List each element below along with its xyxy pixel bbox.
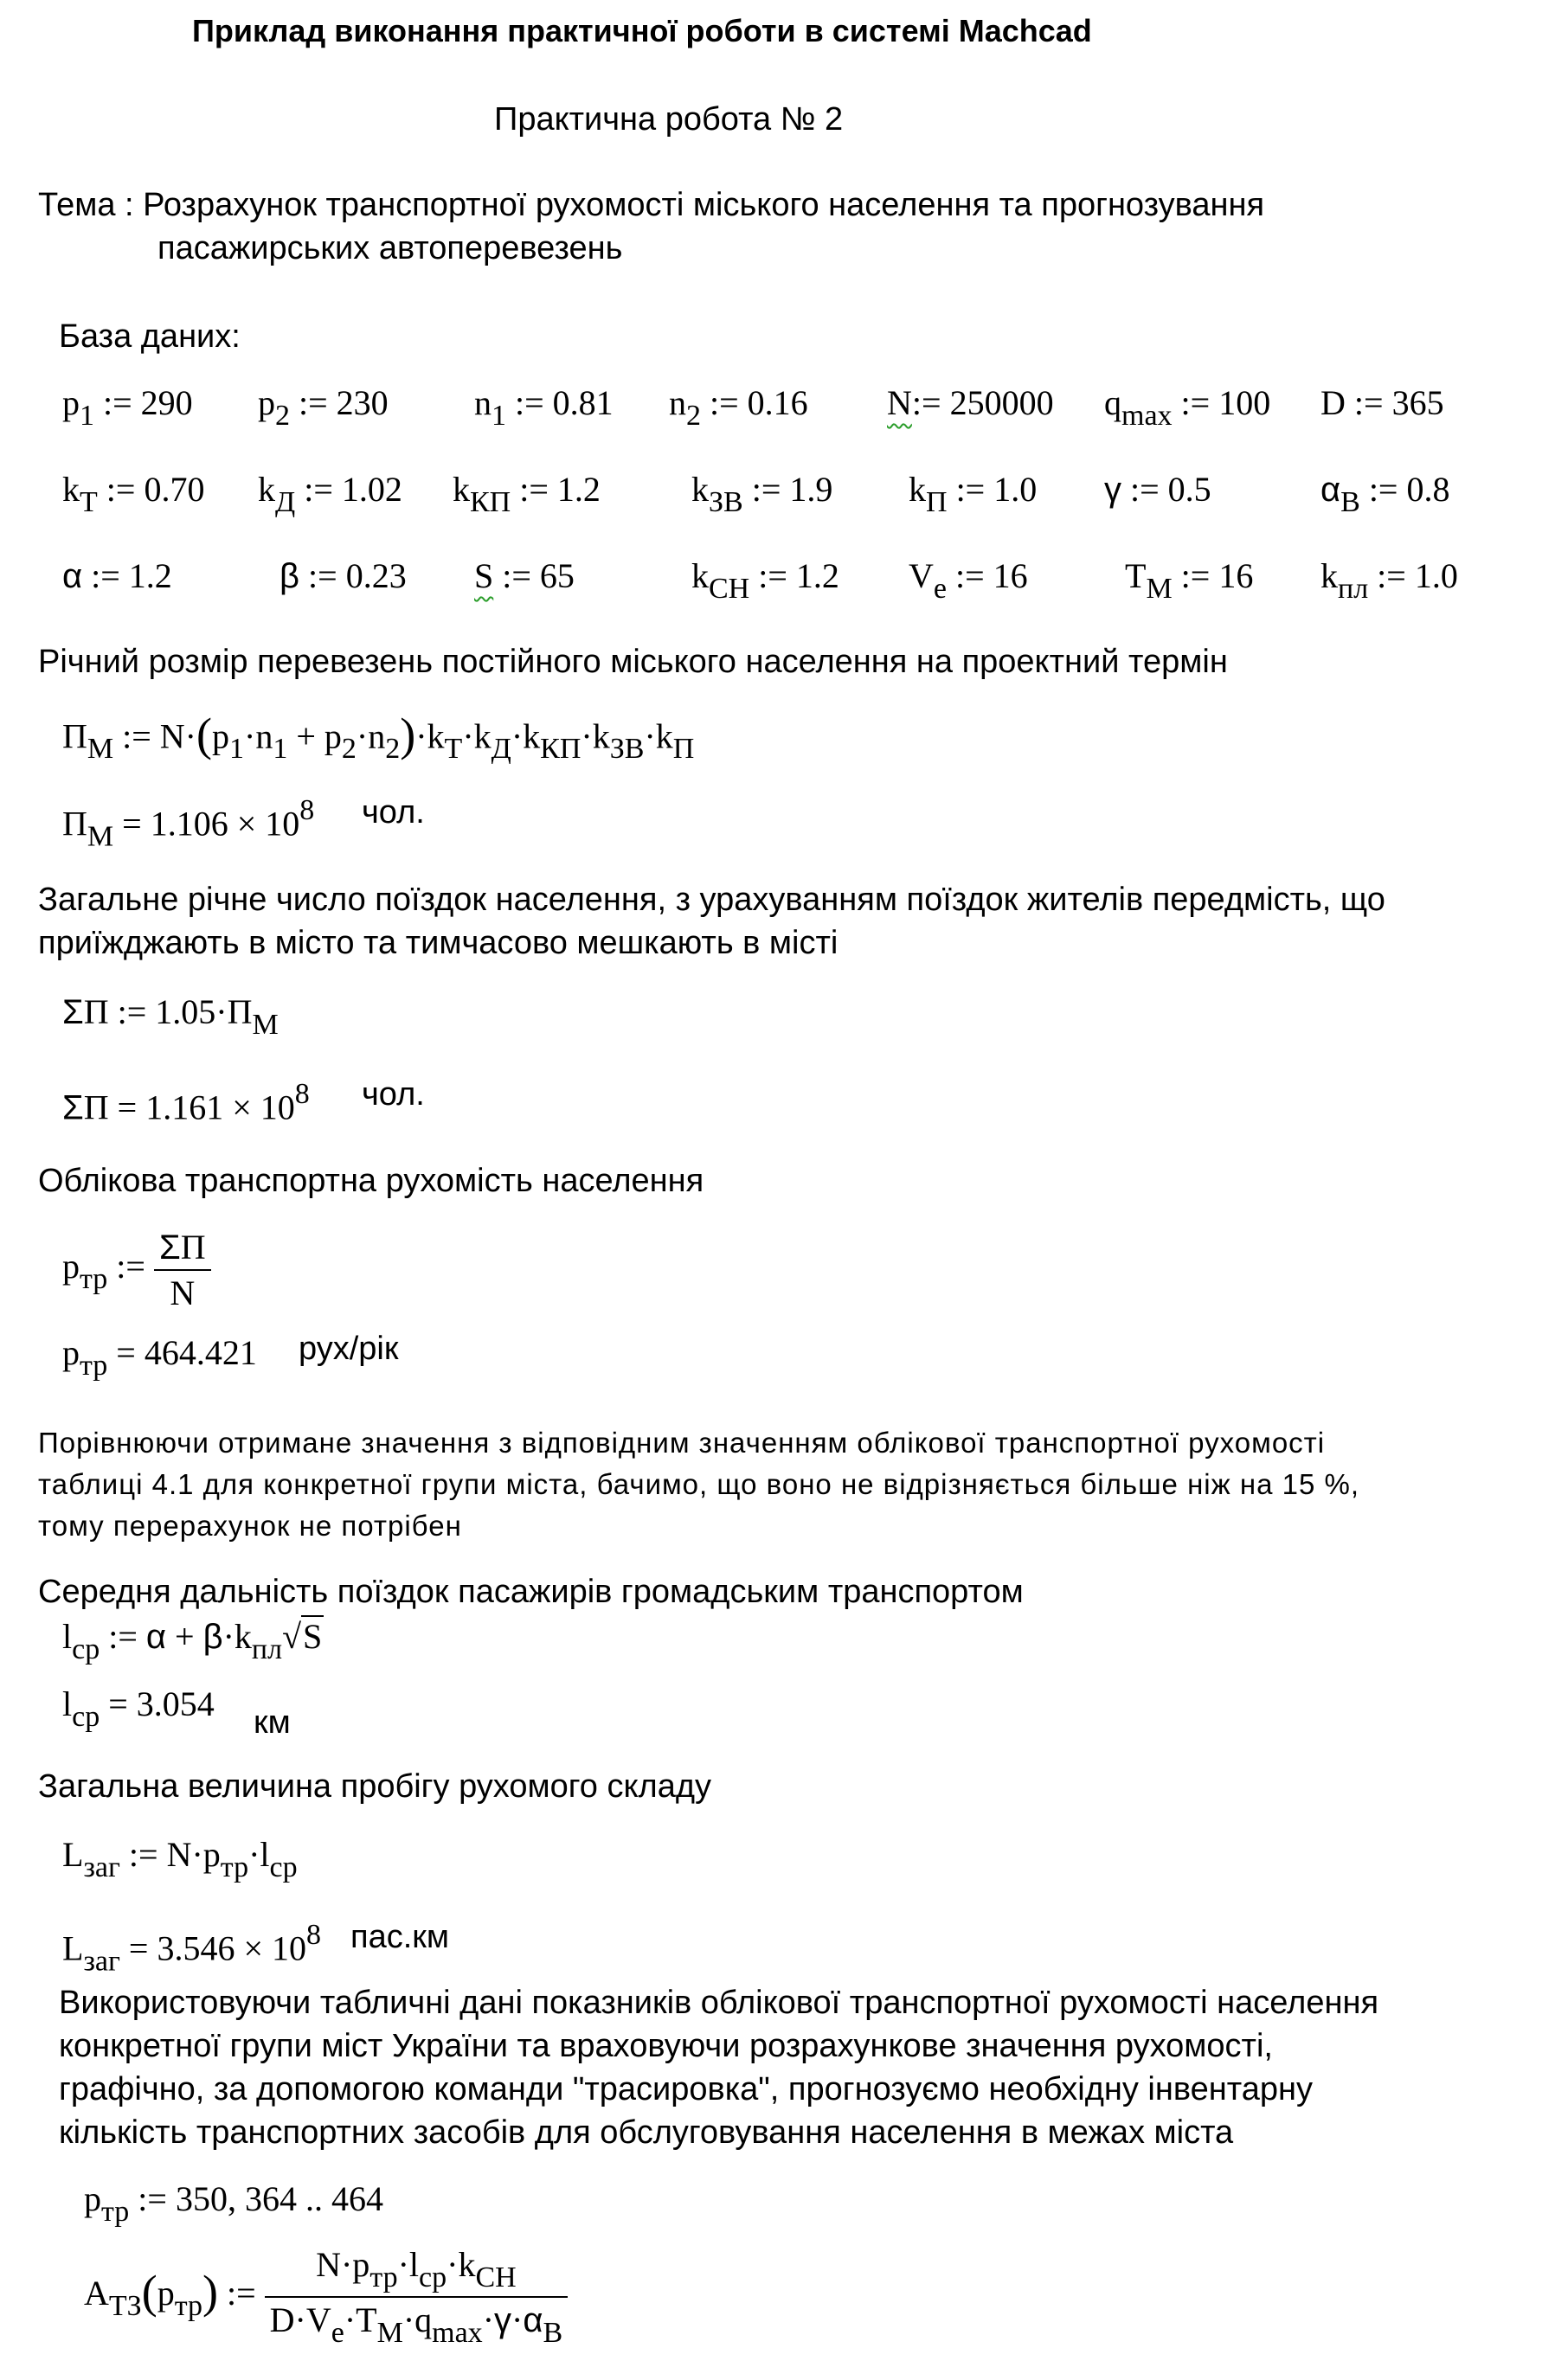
var-kpl[interactable]: $k_{пл}$ := 1.0 [1320,556,1458,605]
topic-line-1: Тема : Розрахунок транспортної рухомості міського населення та прогнозування [38,187,1265,223]
forecast-line-4: кількість транспортних засобів для обслуговування населення в межах міста [59,2114,1234,2151]
var-kZV[interactable]: $k_{ЗВ}$ := 1.9 [691,470,833,518]
mobility-formula[interactable]: $p_{тр}$ := $\frac{\Sigma П}{N}$ [62,1227,211,1313]
mileage-unit: пас.км [350,1919,450,1955]
forecast-line-2: конкретної групи міст України та враховуючи розрахункове значення рухомості, [59,2028,1273,2064]
mobility-heading: Облікова транспортна рухомість населення [38,1163,704,1199]
annual-volume-formula[interactable]: $П_М$ := $N\cdot(p_1\cdot n_1 + p_2\cdot n_2)\cdot k_Т\cdot k_Д\cdot k_{КП}\cdot k_{ЗВ}\cdot k_П$ [62,709,695,766]
total-trips-unit: чол. [362,1076,425,1113]
var-kP[interactable]: $k_П$ := 1.0 [909,470,1038,518]
annual-volume-unit: чол. [362,794,425,831]
range-definition[interactable]: $p_{тр}$ := 350, 364 .. 464 [84,2179,383,2228]
var-p1[interactable]: $p_1$ := 290 [62,383,193,432]
trip-length-result: $l_{ср} = 3.054$ [62,1684,215,1733]
var-kSN[interactable]: $k_{СН}$ := 1.2 [691,556,839,605]
work-number: Практична робота № 2 [494,101,844,138]
trip-length-unit: км [254,1704,291,1741]
var-TM[interactable]: $T_М$ := 16 [1125,556,1254,605]
mobility-unit: рух/рік [299,1331,399,1367]
forecast-line-1: Використовуючи табличні дані показників облікової транспортної рухомості населення [59,1985,1379,2021]
mobility-result: $p_{тр} = 464.421$ [62,1333,257,1382]
vehicle-count-function[interactable]: $A_{ТЗ}(p_{тр})$ := $\frac{N\cdot p_{тр}\cdot l_{ср}\cdot k_{СН}}{D\cdot V_e\cdot T_М\cdot q_{max}\cdot\gamma\cdot\alpha_В}$ [84,2244,568,2350]
var-alphaV[interactable]: $\alpha_В$ := 0.8 [1320,470,1450,518]
total-trips-heading-2: приїжджають в місто та тимчасово мешкають в місті [38,925,839,961]
mileage-heading: Загальна величина пробігу рухомого складу [38,1768,712,1805]
var-beta[interactable]: β := 0.23 [280,556,407,595]
var-n1[interactable]: $n_1$ := 0.81 [474,383,614,432]
var-kD[interactable]: $k_Д$ := 1.02 [258,470,402,518]
var-kKP[interactable]: $k_{КП}$ := 1.2 [453,470,601,518]
mileage-formula[interactable]: $L_{заг}$ := $N\cdot p_{тр}\cdot l_{ср}$ [62,1835,298,1883]
var-n2[interactable]: $n_2$ := 0.16 [669,383,808,432]
var-kT[interactable]: $k_Т$ := 0.70 [62,470,205,518]
note-line-1: Порівнюючи отримане значення з відповідним значенням облікової транспортної рухомості [38,1427,1326,1459]
trip-length-heading: Середня дальність поїздок пасажирів громадським транспортом [38,1574,1024,1610]
total-trips-result: $\Sigma П = 1.161 \times 10^8$ [62,1078,310,1127]
var-alpha[interactable]: α := 1.2 [62,556,172,595]
var-p2[interactable]: $p_2$ := 230 [258,383,389,432]
var-qmax[interactable]: $q_{max}$ := 100 [1104,383,1271,432]
var-gamma[interactable]: γ := 0.5 [1104,470,1211,509]
trip-length-formula[interactable]: $l_{ср}$ := $\alpha + \beta\cdot k_{пл}√S$ [62,1617,323,1665]
topic-line-2: пасажирських автоперевезень [157,230,623,266]
note-line-2: таблиці 4.1 для конкретної групи міста, бачимо, що воно не відрізняється більше ніж на 15 %, [38,1468,1360,1500]
forecast-line-3: графічно, за допомогою команди "трасировка", прогнозуємо необхідну інвентарну [59,2071,1313,2107]
annual-volume-heading: Річний розмір перевезень постійного міського населення на проектний термін [38,644,1228,680]
total-trips-heading-1: Загальне річне число поїздок населення, з урахуванням поїздок жителів передмість, що [38,882,1385,918]
var-Ve[interactable]: $V_e$ := 16 [909,556,1028,605]
database-heading: База даних: [59,318,241,355]
mileage-result: $L_{заг} = 3.546 \times 10^8$ [62,1919,322,1978]
var-D[interactable]: D := 365 [1320,383,1444,422]
var-N[interactable]: N:= 250000 [887,383,1054,422]
annual-volume-result: $П_М = 1.106 \times 10^8$ [62,794,315,853]
total-trips-formula[interactable]: ΣП := $1.05\cdot П_М$ [62,992,279,1041]
note-line-3: тому перерахунок не потрібен [38,1510,462,1542]
var-S[interactable]: S := 65 [474,556,575,595]
document-title: Приклад виконання практичної роботи в системі Machcad [192,13,1092,48]
